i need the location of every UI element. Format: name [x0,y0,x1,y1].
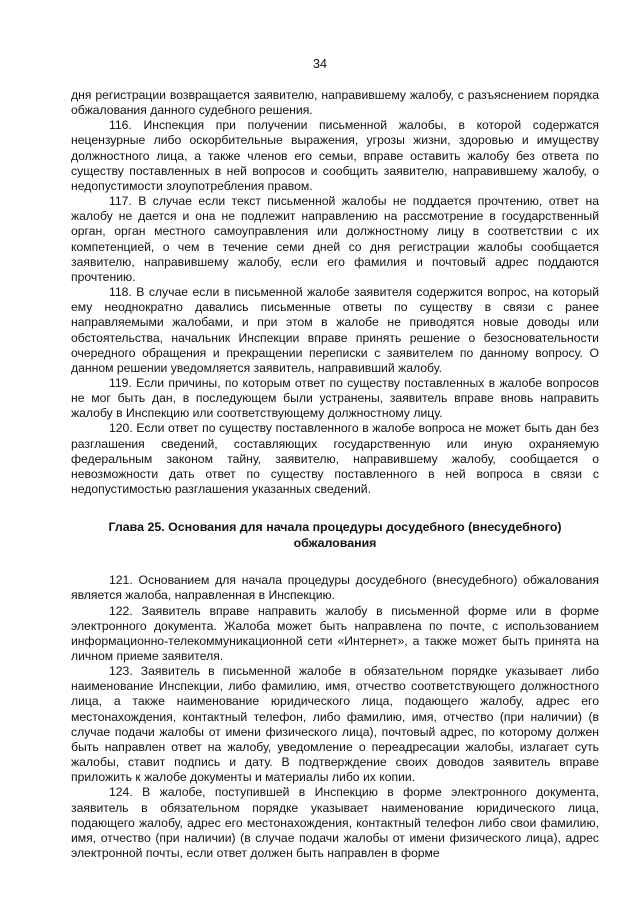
paragraph-123: 123. Заявитель в письменной жалобе в обязательном порядке указывает либо наименование Инспекции, либо фамилию, имя, отчество соответствующего должностного лица, а также наименование юридического лица, подающего жалобу, адрес его местонахождения, контактный телефон, либо фамилию, имя, отчество (при наличии) (в случае подачи жалобы от имени физического лица), почтовый адрес, по которому должен быть направлен ответ на жалобу, уведомление о переадресации жалобы, излагает суть жалобы, ставит подпись и дату. В подтверждение своих доводов заявитель вправе приложить к жалобе документы и материалы либо их копии. [71,664,599,785]
page-number: 34 [313,57,327,71]
paragraph-119: 119. Если причины, по которым ответ по существу поставленных в жалобе вопросов не мог быть дан, в последующем были устранены, заявитель вправе вновь направить жалобу в Инспекцию или соответствующему должностному лицу. [71,375,599,421]
paragraph-121: 121. Основанием для начала процедуры досудебного (внесудебного) обжалования является жалоба, направленная в Инспекцию. [71,573,599,603]
paragraph-120: 120. Если ответ по существу поставленного в жалобе вопроса не может быть дан без разглашения сведений, составляющих государственную или иную охраняемую федеральным законом тайну, заявителю, направившему жалобу, сообщается о невозможности дать ответ по существу поставленного в ней вопроса в связи с недопустимостью разглашения указанных сведений. [71,421,599,497]
paragraph-122: 122. Заявитель вправе направить жалобу в письменной форме или в форме электронного документа. Жалоба может быть направлена по почте, с использованием информационно-телекоммуникационной сети «Интернет», а также может быть принята на личном приеме заявителя. [71,603,599,663]
chapter-heading: Глава 25. Основания для начала процедуры досудебного (внесудебного) обжалования [108,520,562,550]
paragraph-117: 117. В случае если текст письменной жалобы не поддается прочтению, ответ на жалобу не дается и она не подлежит направлению на рассмотрение в государственный орган, орган местного самоуправления или должностному лицу в соответствии с их компетенцией, о чем в течение семи дней со дня регистрации жалобы сообщается заявителю, направившему жалобу, если его фамилия и почтовый адрес поддаются прочтению. [71,194,599,284]
paragraph-continuation: дня регистрации возвращается заявителю, направившему жалобу, с разъяснением порядка обжалования данного судебного решения. [71,88,599,118]
paragraph-124: 124. В жалобе, поступившей в Инспекцию в форме электронного документа, заявитель в обязательном порядке указывает наименование юридического лица, подающего жалобу, адрес его местонахождения, контактный телефон либо свои фамилию, имя, отчество (при наличии) (в случае подачи жалобы от имени физического лица), адрес электронной почты, если ответ должен быть направлен в форме [71,785,599,861]
paragraph-118: 118. В случае если в письменной жалобе заявителя содержится вопрос, на который ему неоднократно давались письменные ответы по существу в связи с ранее направляемыми жалобами, и при этом в жалобе не приводятся новые доводы или обстоятельства, начальник Инспекции вправе принять решение о безосновательности очередного обращения и прекращении переписки с заявителем по данному вопросу. О данном решении уведомляется заявитель, направивший жалобу. [71,285,599,375]
paragraph-116: 116. Инспекция при получении письменной жалобы, в которой содержатся нецензурные либо оскорбительные выражения, угрозы жизни, здоровью и имуществу должностного лица, а также членов его семьи, вправе оставить жалобу без ответа по существу поставленных в ней вопросов и сообщить заявителю, направившему жалобу, о недопустимости злоупотребления правом. [71,118,599,193]
document-body [71,88,599,861]
